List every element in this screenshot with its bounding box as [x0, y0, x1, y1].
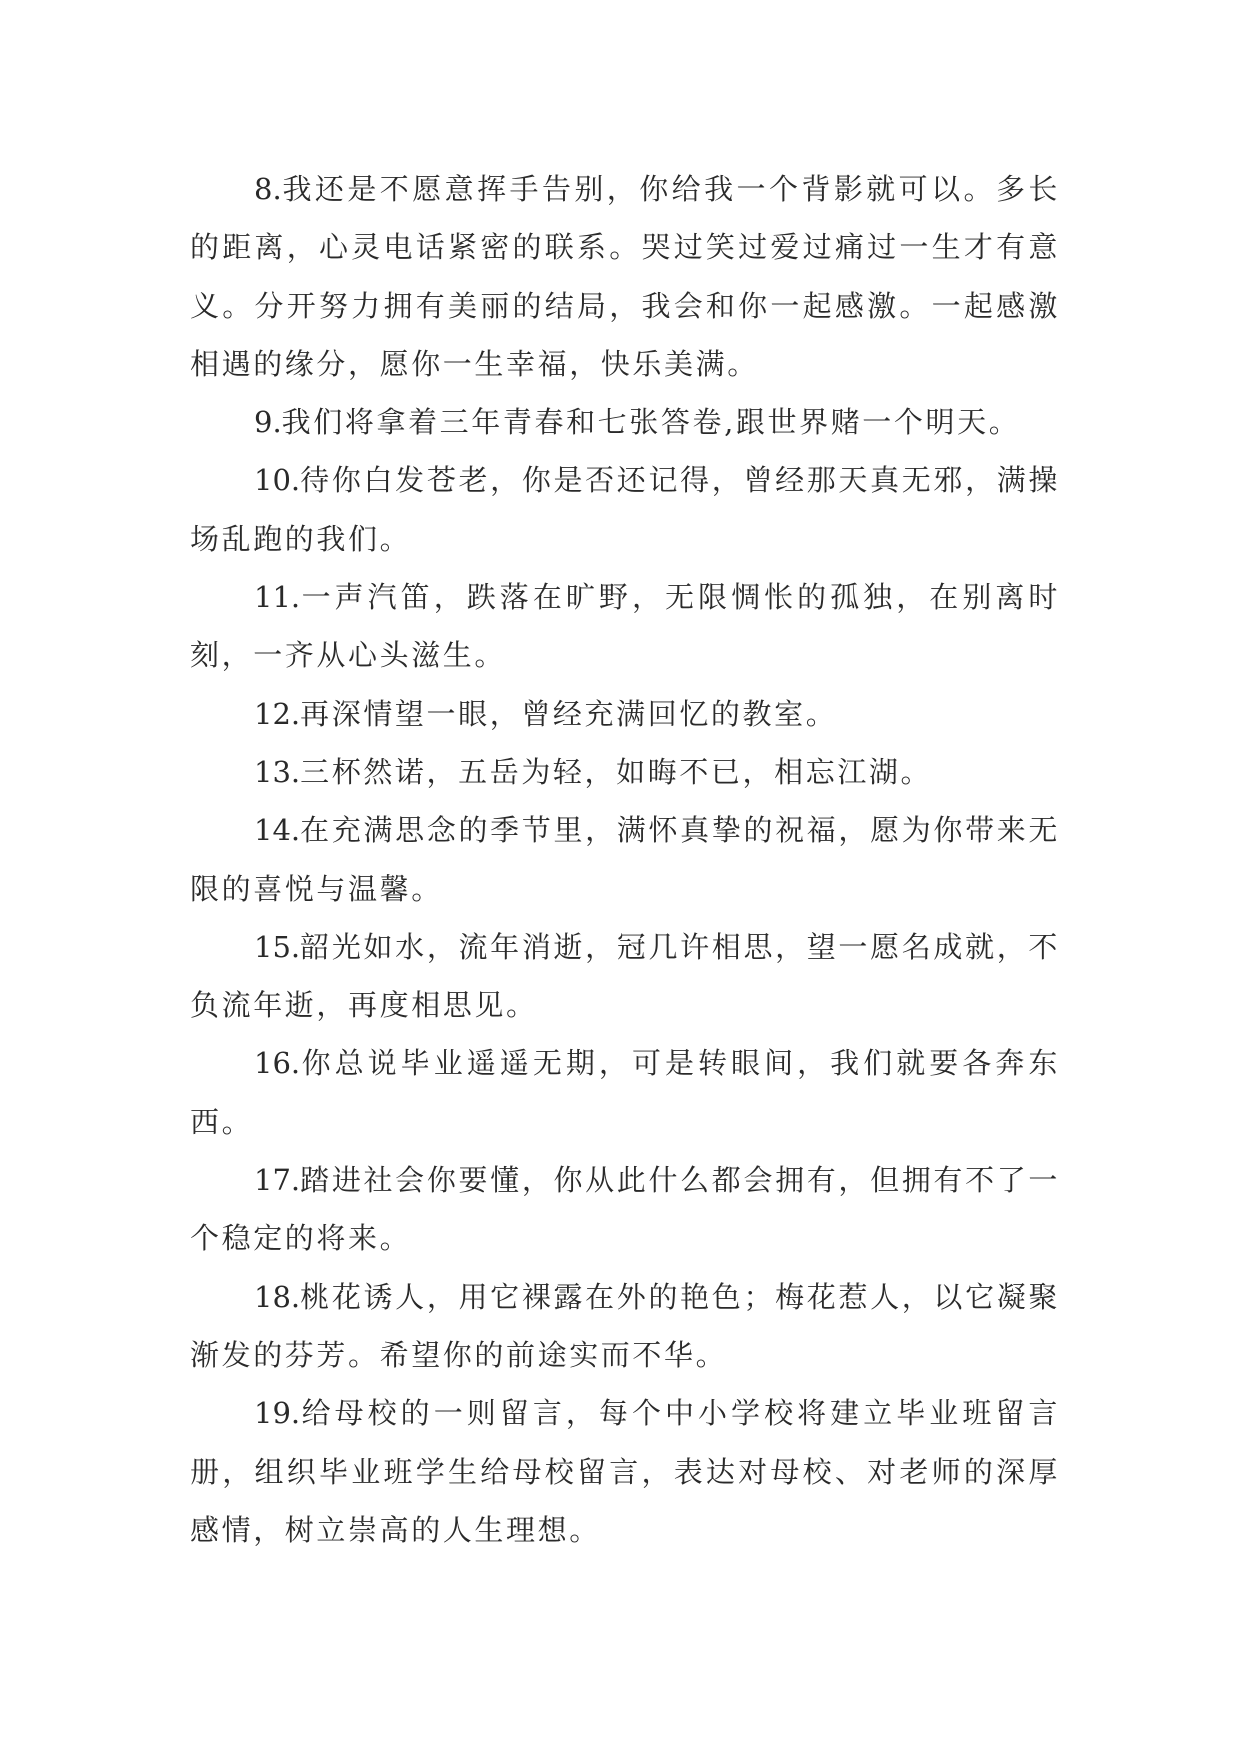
paragraph-text: 韶光如水，流年消逝，冠几许相思，望一愿名成就，不负流年逝，再度相思见。 [190, 929, 1060, 1023]
paragraph-number: 17. [254, 1163, 301, 1198]
paragraph-text: 你总说毕业遥遥无期，可是转眼间，我们就要各奔东西。 [190, 1046, 1060, 1139]
paragraph-18 [190, 1268, 1060, 1385]
paragraph-text: 我们将拿着三年青春和七张答卷,跟世界赌一个明天。 [281, 405, 1021, 440]
paragraph-9 [190, 393, 1060, 451]
paragraph-text: 给母校的一则留言，每个中小学校将建立毕业班留言册，组织毕业班学生给母校留言，表达对母校、对老师的深厚感情，树立崇高的人生理想。 [190, 1396, 1060, 1547]
paragraph-text: 我还是不愿意挥手告别，你给我一个背影就可以。多长的距离，心灵电话紧密的联系。哭过笑过爱过痛过一生才有意义。分开努力拥有美丽的结局，我会和你一起感激。一起感激相遇的缘分，愿你一生幸福，快乐美满。 [190, 172, 1060, 381]
paragraph-number: 15. [254, 929, 301, 964]
paragraph-17 [190, 1151, 1060, 1268]
paragraph-number: 12. [254, 696, 301, 731]
paragraph-text: 待你白发苍老，你是否还记得，曾经那天真无邪，满操场乱跑的我们。 [190, 463, 1060, 556]
paragraph-14 [190, 801, 1060, 918]
paragraph-number: 16. [254, 1046, 301, 1081]
paragraph-number: 10. [254, 463, 301, 498]
paragraph-15 [190, 918, 1060, 1035]
paragraph-10 [190, 451, 1060, 568]
paragraph-number: 19. [254, 1396, 301, 1431]
paragraph-text: 三杯然诺，五岳为轻，如晦不已，相忘江湖。 [300, 754, 933, 789]
paragraph-text: 踏进社会你要懂，你从此什么都会拥有，但拥有不了一个稳定的将来。 [190, 1163, 1060, 1256]
paragraph-text: 再深情望一眼，曾经充满回忆的教室。 [300, 696, 838, 731]
paragraph-13 [190, 743, 1060, 801]
paragraph-number: 13. [254, 754, 301, 789]
paragraph-16 [190, 1034, 1060, 1151]
paragraph-19 [190, 1384, 1060, 1559]
paragraph-11 [190, 568, 1060, 685]
paragraph-number: 14. [254, 813, 301, 848]
paragraph-8 [190, 160, 1060, 393]
paragraph-number: 18. [254, 1279, 301, 1314]
paragraph-text: 桃花诱人，用它裸露在外的艳色；梅花惹人，以它凝聚渐发的芬芳。希望你的前途实而不华。 [190, 1279, 1060, 1372]
paragraph-text: 一声汽笛，跌落在旷野，无限惆怅的孤独，在别离时刻，一齐从心头滋生。 [190, 580, 1060, 673]
paragraph-text: 在充满思念的季节里，满怀真挚的祝福，愿为你带来无限的喜悦与温馨。 [190, 813, 1060, 906]
paragraph-number: 9. [254, 405, 282, 440]
document-body [190, 160, 1060, 1559]
paragraph-12 [190, 685, 1060, 743]
paragraph-number: 8. [254, 172, 282, 206]
paragraph-number: 11. [254, 580, 301, 615]
